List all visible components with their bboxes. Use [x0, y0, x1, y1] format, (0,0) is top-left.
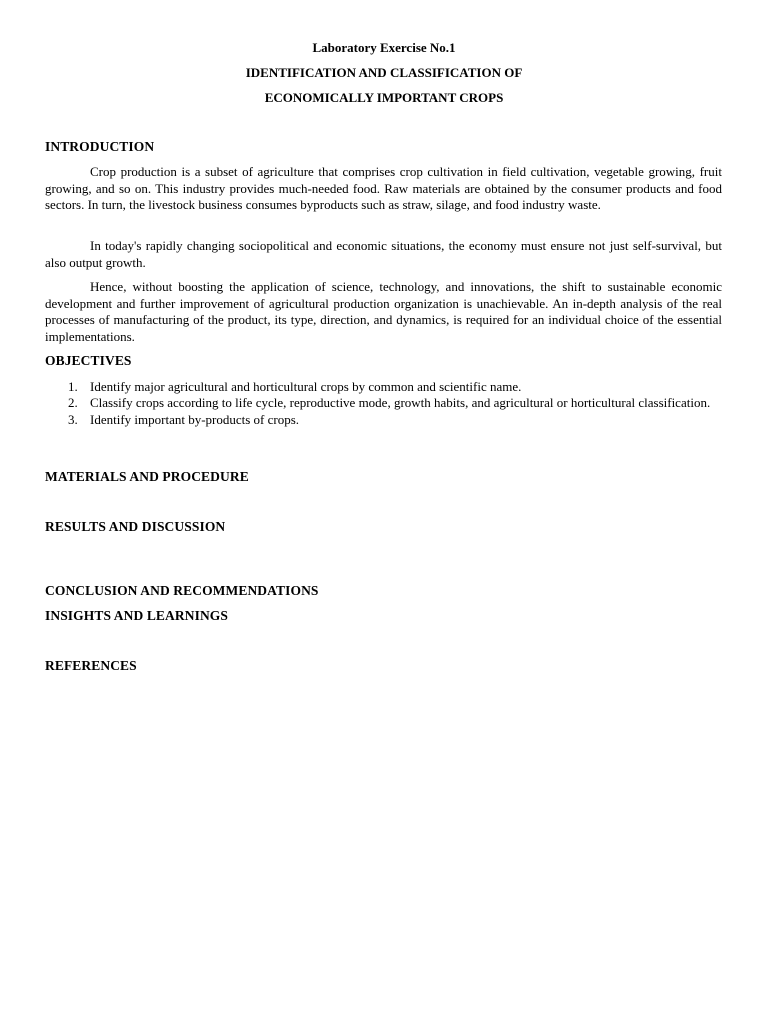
objective-number: 3. [68, 411, 78, 427]
objective-text: Identify major agricultural and horticultural crops by common and scientific name. [90, 379, 522, 394]
objective-item [45, 412, 722, 428]
document-title-line-1: IDENTIFICATION AND CLASSIFICATION OF [245, 65, 523, 80]
objective-text: Classify crops according to life cycle, reproductive mode, growth habits, and agricultural or horticultural classification. [90, 395, 711, 411]
materials-heading: MATERIALS AND PROCEDURE [45, 469, 249, 484]
conclusion-heading: CONCLUSION AND RECOMMENDATIONS [45, 583, 319, 598]
objective-text: Identify important by-products of crops. [90, 411, 300, 427]
document-title-line-2: ECONOMICALLY IMPORTANT CROPS [264, 90, 504, 105]
introduction-paragraph-2: In today's rapidly changing sociopolitical and economic situations, the economy must ensure not just self-survival, but also output growth. [45, 238, 722, 270]
references-heading: REFERENCES [45, 658, 137, 673]
introduction-paragraph-3: Hence, without boosting the application of science, technology, and innovations, the shift to sustainable economic development and further improvement of agricultural production organization is unachievable. An in-depth analysis of the real processes of manufacturing of the product, its type, direction, and dynamics, is required for an individual choice of the essential implementations. [45, 279, 722, 344]
objective-item [45, 379, 722, 395]
objectives-list [45, 379, 722, 428]
objective-number: 1. [68, 379, 78, 394]
results-heading: RESULTS AND DISCUSSION [45, 519, 226, 534]
introduction-paragraph-1: Crop production is a subset of agriculture that comprises crop cultivation in field cultivation, vegetable growing, fruit growing, and so on. This industry provides much-needed food. Raw materials are obtained by the consumer products and food sectors. In turn, the livestock business consumes byproducts such as straw, silage, and food industry waste. [45, 164, 722, 212]
objective-item [45, 395, 722, 411]
exercise-label: Laboratory Exercise No.1 [312, 40, 456, 55]
introduction-heading: INTRODUCTION [45, 139, 155, 154]
objective-number: 2. [68, 395, 78, 411]
objectives-heading: OBJECTIVES [45, 353, 132, 368]
insights-heading: INSIGHTS AND LEARNINGS [45, 608, 228, 623]
